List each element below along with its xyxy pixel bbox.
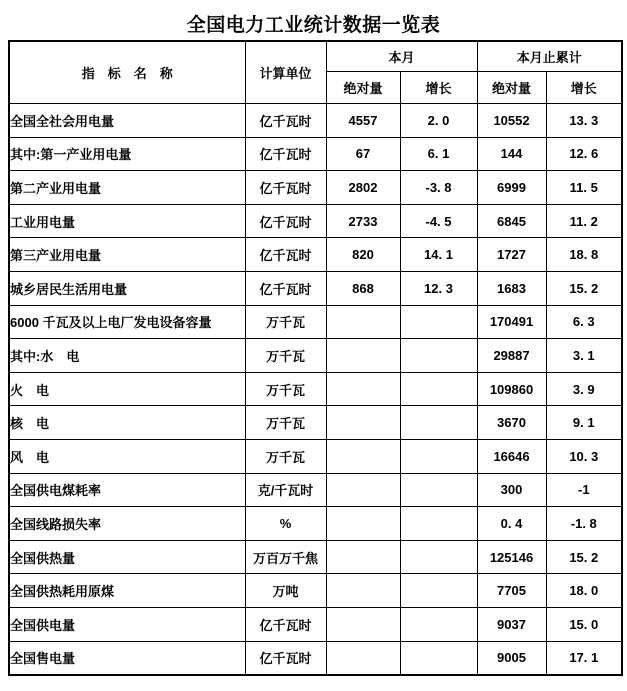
month-absolute-cell: 67: [326, 137, 400, 171]
unit-cell: 亿千瓦时: [245, 238, 326, 272]
unit-cell: 亿千瓦时: [245, 104, 326, 138]
month-growth-cell: 12. 3: [400, 271, 477, 305]
table-row: [9, 137, 622, 171]
cumulative-absolute-cell: 6845: [477, 204, 546, 238]
table-row: [9, 204, 622, 238]
cumulative-growth-cell: 13. 3: [546, 104, 622, 138]
cumulative-absolute-cell: 125146: [477, 540, 546, 574]
indicator-cell: 全国线路损失率: [9, 507, 245, 541]
month-absolute-cell: [326, 339, 400, 373]
header-indicator-name: 指 标 名 称: [9, 41, 245, 104]
statistics-table: [8, 40, 623, 676]
unit-cell: 万千瓦: [245, 339, 326, 373]
cumulative-growth-cell: 9. 1: [546, 406, 622, 440]
header-month-growth: 增长: [400, 72, 477, 104]
cumulative-absolute-cell: 1727: [477, 238, 546, 272]
cumulative-growth-cell: 11. 2: [546, 204, 622, 238]
table-row: [9, 574, 622, 608]
month-growth-cell: [400, 372, 477, 406]
unit-cell: 亿千瓦时: [245, 607, 326, 641]
page-title: 全国电力工业统计数据一览表: [186, 15, 441, 36]
header-cumulative-growth: 增长: [546, 72, 622, 104]
month-absolute-cell: 868: [326, 271, 400, 305]
indicator-cell: 全国售电量: [9, 641, 245, 675]
indicator-cell: 全国供热量: [9, 540, 245, 574]
indicator-cell: 全国全社会用电量: [9, 104, 245, 138]
month-growth-cell: [400, 540, 477, 574]
cumulative-absolute-cell: 9037: [477, 607, 546, 641]
table-row: [9, 104, 622, 138]
table-row: [9, 507, 622, 541]
table-row: [9, 439, 622, 473]
unit-cell: 万千瓦: [245, 439, 326, 473]
cumulative-absolute-cell: 1683: [477, 271, 546, 305]
table-row: [9, 339, 622, 373]
month-growth-cell: -4. 5: [400, 204, 477, 238]
cumulative-absolute-cell: 109860: [477, 372, 546, 406]
cumulative-growth-cell: 12. 6: [546, 137, 622, 171]
cumulative-growth-cell: 18. 0: [546, 574, 622, 608]
cumulative-absolute-cell: 9005: [477, 641, 546, 675]
unit-cell: 亿千瓦时: [245, 137, 326, 171]
header-month-absolute: 绝对量: [326, 72, 400, 104]
unit-cell: 克/千瓦时: [245, 473, 326, 507]
month-growth-cell: [400, 439, 477, 473]
cumulative-growth-cell: 11. 5: [546, 171, 622, 205]
indicator-cell: 其中:第一产业用电量: [9, 137, 245, 171]
indicator-cell: 6000 千瓦及以上电厂发电设备容量: [9, 305, 245, 339]
table-row: [9, 305, 622, 339]
month-growth-cell: [400, 339, 477, 373]
cumulative-absolute-cell: 6999: [477, 171, 546, 205]
month-growth-cell: [400, 641, 477, 675]
unit-cell: 亿千瓦时: [245, 171, 326, 205]
table-row: [9, 271, 622, 305]
month-growth-cell: [400, 305, 477, 339]
cumulative-growth-cell: 3. 9: [546, 372, 622, 406]
indicator-cell: 第二产业用电量: [9, 171, 245, 205]
cumulative-absolute-cell: 29887: [477, 339, 546, 373]
indicator-cell: 全国供热耗用原煤: [9, 574, 245, 608]
indicator-cell: 火 电: [9, 372, 245, 406]
unit-cell: 亿千瓦时: [245, 641, 326, 675]
cumulative-absolute-cell: 144: [477, 137, 546, 171]
header-unit: 计算单位: [245, 41, 326, 104]
cumulative-growth-cell: 10. 3: [546, 439, 622, 473]
cumulative-absolute-cell: 300: [477, 473, 546, 507]
month-growth-cell: [400, 406, 477, 440]
cumulative-growth-cell: 15. 2: [546, 540, 622, 574]
month-absolute-cell: [326, 372, 400, 406]
cumulative-absolute-cell: 16646: [477, 439, 546, 473]
header-this-month: 本月: [326, 41, 477, 72]
month-growth-cell: 6. 1: [400, 137, 477, 171]
cumulative-absolute-cell: 3670: [477, 406, 546, 440]
cumulative-growth-cell: 15. 0: [546, 607, 622, 641]
unit-cell: 万千瓦: [245, 406, 326, 440]
cumulative-absolute-cell: 10552: [477, 104, 546, 138]
unit-cell: 万千瓦: [245, 305, 326, 339]
header-cumulative-absolute: 绝对量: [477, 72, 546, 104]
cumulative-growth-cell: -1: [546, 473, 622, 507]
indicator-cell: 工业用电量: [9, 204, 245, 238]
cumulative-absolute-cell: 7705: [477, 574, 546, 608]
month-absolute-cell: [326, 439, 400, 473]
table-row: [9, 372, 622, 406]
table-row: [9, 171, 622, 205]
month-growth-cell: [400, 574, 477, 608]
cumulative-growth-cell: 17. 1: [546, 641, 622, 675]
unit-cell: 万千瓦: [245, 372, 326, 406]
month-absolute-cell: [326, 305, 400, 339]
indicator-cell: 全国供电煤耗率: [9, 473, 245, 507]
indicator-cell: 第三产业用电量: [9, 238, 245, 272]
month-absolute-cell: [326, 406, 400, 440]
month-absolute-cell: 4557: [326, 104, 400, 138]
table-header: [9, 41, 622, 104]
cumulative-growth-cell: 18. 8: [546, 238, 622, 272]
table-row: [9, 238, 622, 272]
unit-cell: 万吨: [245, 574, 326, 608]
month-growth-cell: 14. 1: [400, 238, 477, 272]
cumulative-absolute-cell: 0. 4: [477, 507, 546, 541]
unit-cell: %: [245, 507, 326, 541]
month-growth-cell: [400, 607, 477, 641]
unit-cell: 万百万千焦: [245, 540, 326, 574]
indicator-cell: 其中:水 电: [9, 339, 245, 373]
month-absolute-cell: [326, 607, 400, 641]
month-absolute-cell: [326, 473, 400, 507]
unit-cell: 亿千瓦时: [245, 204, 326, 238]
month-absolute-cell: [326, 540, 400, 574]
cumulative-absolute-cell: 170491: [477, 305, 546, 339]
cumulative-growth-cell: -1. 8: [546, 507, 622, 541]
month-absolute-cell: 820: [326, 238, 400, 272]
month-absolute-cell: 2733: [326, 204, 400, 238]
month-growth-cell: [400, 473, 477, 507]
table-row: [9, 406, 622, 440]
month-absolute-cell: [326, 574, 400, 608]
indicator-cell: 全国供电量: [9, 607, 245, 641]
table-body: [9, 104, 622, 676]
month-growth-cell: 2. 0: [400, 104, 477, 138]
cumulative-growth-cell: 6. 3: [546, 305, 622, 339]
month-growth-cell: -3. 8: [400, 171, 477, 205]
month-growth-cell: [400, 507, 477, 541]
month-absolute-cell: [326, 641, 400, 675]
cumulative-growth-cell: 15. 2: [546, 271, 622, 305]
month-absolute-cell: 2802: [326, 171, 400, 205]
unit-cell: 亿千瓦时: [245, 271, 326, 305]
indicator-cell: 核 电: [9, 406, 245, 440]
table-row: [9, 607, 622, 641]
header-cumulative: 本月止累计: [477, 41, 622, 72]
table-row: [9, 473, 622, 507]
table-row: [9, 540, 622, 574]
indicator-cell: 风 电: [9, 439, 245, 473]
table-row: [9, 641, 622, 675]
month-absolute-cell: [326, 507, 400, 541]
indicator-cell: 城乡居民生活用电量: [9, 271, 245, 305]
cumulative-growth-cell: 3. 1: [546, 339, 622, 373]
